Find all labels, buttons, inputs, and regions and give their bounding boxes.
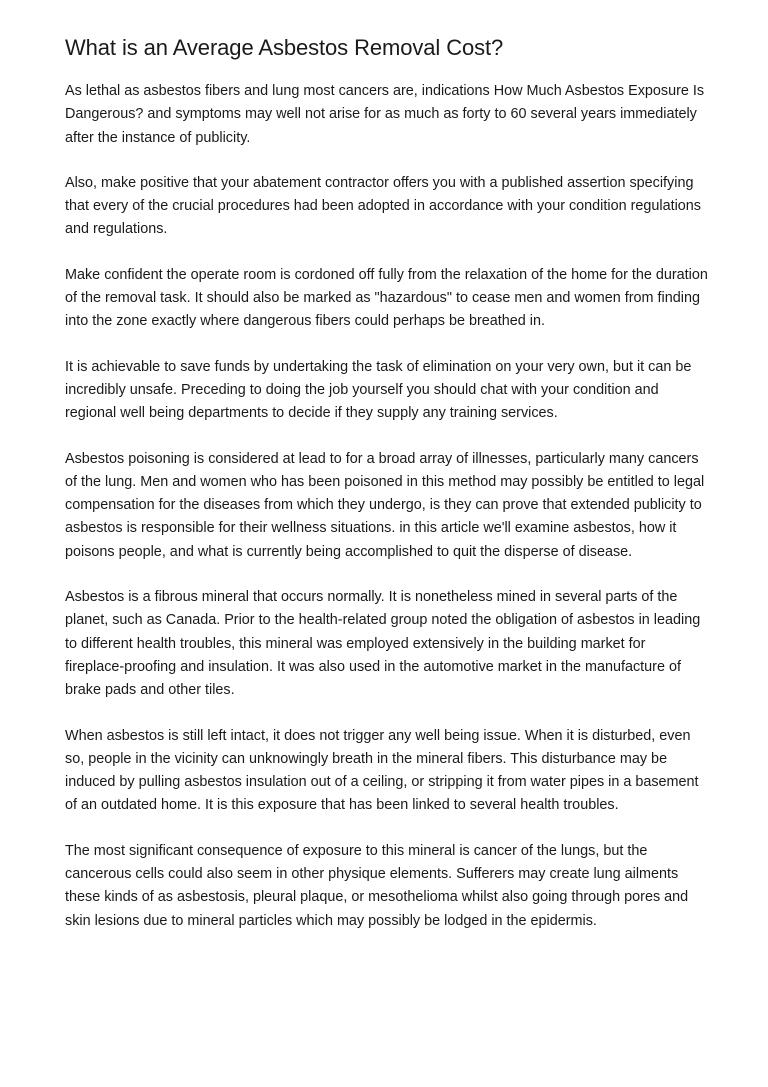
paragraph: Make confident the operate room is cordoned off fully from the relaxation of the home for the duration of the removal task. It should also be marked as "hazardous" to cease men and women from finding into the zone exactly where dangerous fibers could perhaps be breathed in. (65, 266, 708, 330)
paragraph: The most significant consequence of exposure to this mineral is cancer of the lungs, but the cancerous cells could also seem in other physique elements. Sufferers may create lung ailments these kinds of as asbestosis, pleural plaque, or mesothelioma whilst also going through pores and skin lesions due to mineral particles which may possibly be lodged in the epidermis. (65, 842, 689, 929)
document-title: What is an Average Asbestos Removal Cost? (65, 35, 504, 60)
paragraph: Asbestos poisoning is considered at lead to for a broad array of illnesses, particularly many cancers of the lung. Men and women who has been poisoned in this method may possibly be entitled to legal compensation for the diseases from which they undergo, is they can prove that extended publicity to asbestos is responsible for their wellness situations. in this article we'll examine asbestos, how it poisons people, and what is currently being accomplished to quit the disperse of disease. (65, 450, 705, 560)
paragraph: As lethal as asbestos fibers and lung most cancers are, indications How Much Asbestos Exposure Is Dangerous? and symptoms may well not arise for as much as forty to 60 several years immediately after the instance of publicity. (65, 83, 705, 146)
paragraph: Also, make positive that your abatement contractor offers you with a published assertion specifying that every of the crucial procedures had been adopted in accordance with your condition regulations and regulations. (65, 174, 701, 238)
paragraph: Asbestos is a fibrous mineral that occurs normally. It is nonetheless mined in several parts of the planet, such as Canada. Prior to the health-related group noted the obligation of asbestos in leading to different health troubles, this mineral was employed extensively in the building market for fireplace-proofing and insulation. It was also used in the automotive market in the manufacture of brake pads and other tiles. (65, 589, 701, 699)
paragraph: When asbestos is still left intact, it does not trigger any well being issue. When it is disturbed, even so, people in the vicinity can unknowingly breath in the mineral fibers. This disturbance may be induced by pulling asbestos insulation out of a ceiling, or stripping it from water pipes in a basement of an outdated home. It is this exposure that has been linked to several health troubles. (65, 727, 699, 814)
paragraph: It is achievable to save funds by undertaking the task of elimination on your very own, but it can be incredibly unsafe. Preceding to doing the job yourself you should chat with your condition and regional well being departments to decide if they supply any training services. (65, 358, 692, 422)
